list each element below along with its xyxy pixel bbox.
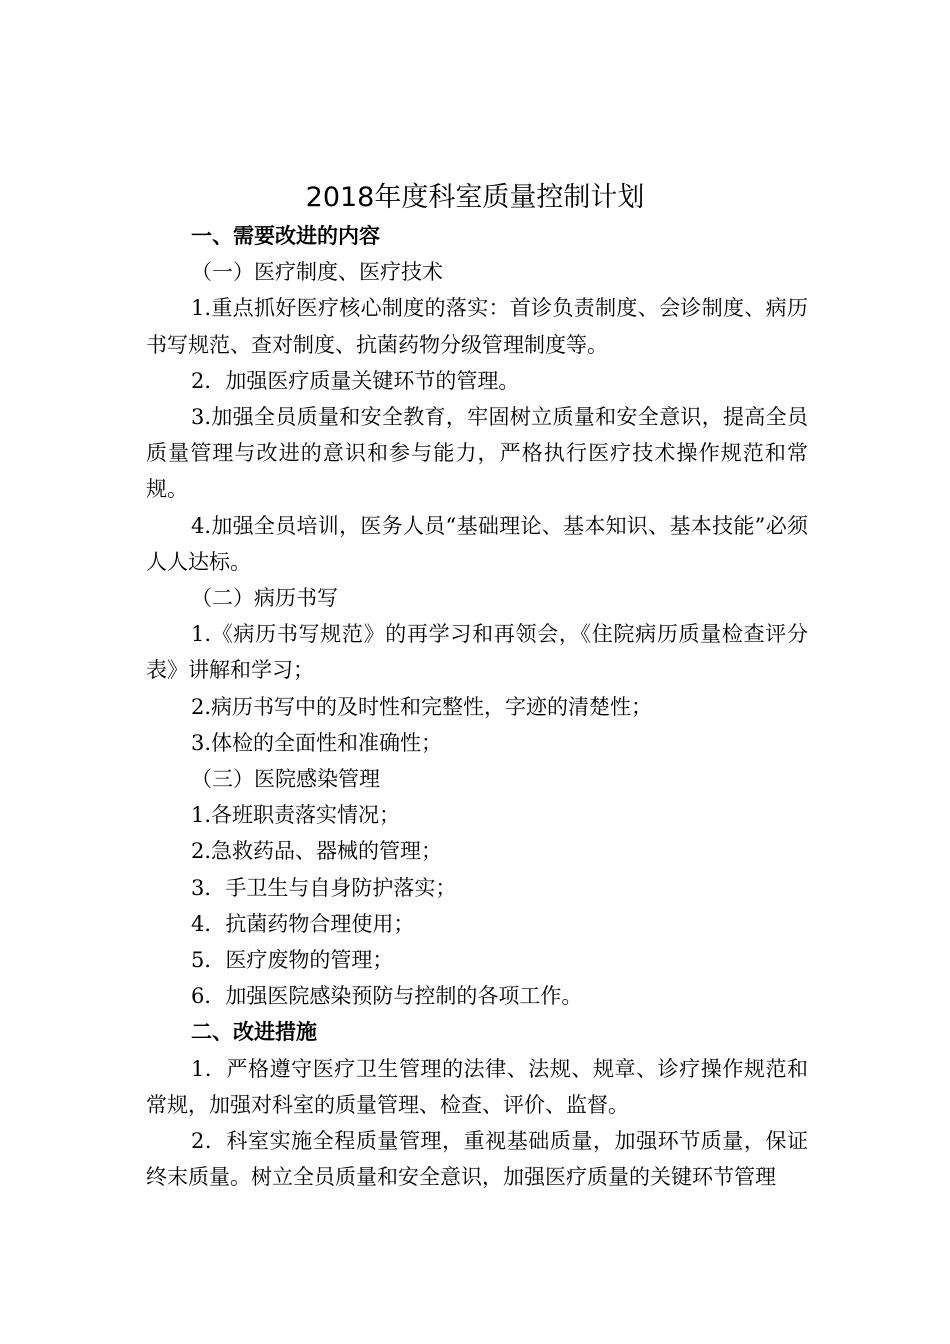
paragraph: 6．加强医院感染预防与控制的各项工作。 [191, 984, 583, 1009]
section-heading: 一、需要改进的内容 [191, 224, 380, 248]
paragraph: 4．抗菌药物合理使用； [191, 911, 415, 936]
paragraph: 1.《病历书写规范》的再学习和再领会，《住院病历质量检查评分表》讲解和学习； [146, 622, 808, 683]
paragraph: 5．医疗废物的管理； [191, 948, 394, 973]
document-title: 2018年度科室质量控制计划 [305, 182, 645, 213]
paragraph: 3．手卫生与自身防护落实； [191, 875, 457, 900]
subsection-heading: （三）医院感染管理 [191, 767, 380, 792]
section-heading: 二、改进措施 [191, 1020, 317, 1045]
paragraph: 4.加强全员培训，医务人员“基础理论、基本知识、基本技能”必须人人达标。 [146, 513, 808, 574]
paragraph: 2.急救药品、器械的管理； [191, 839, 443, 864]
paragraph: 3.体检的全面性和准确性； [191, 730, 443, 755]
paragraph: 3.加强全员质量和安全教育，牢固树立质量和安全意识，提高全员质量管理与改进的意识和参与能力，严格执行医疗技术操作规范和常规。 [146, 405, 808, 502]
paragraph: 2．加强医疗质量关键环节的管理。 [191, 368, 520, 393]
paragraph: 2.病历书写中的及时性和完整性，字迹的清楚性； [191, 694, 653, 719]
subsection-heading: （一）医疗制度、医疗技术 [191, 260, 443, 285]
paragraph: 1.各班职责落实情况； [191, 803, 401, 828]
document-body [146, 218, 808, 1195]
paragraph: 2．科室实施全程质量管理，重视基础质量，加强环节质量，保证终末质量。树立全员质量和安全意识，加强医疗质量的关键环节管理 [146, 1129, 808, 1190]
subsection-heading: （二）病历书写 [191, 586, 338, 611]
paragraph: 1．严格遵守医疗卫生管理的法律、法规、规章、诊疗操作规范和常规，加强对科室的质量管理、检查、评价、监督。 [146, 1056, 808, 1117]
paragraph: 1.重点抓好医疗核心制度的落实：首诊负责制度、会诊制度、病历书写规范、查对制度、抗菌药物分级管理制度等。 [146, 296, 808, 357]
